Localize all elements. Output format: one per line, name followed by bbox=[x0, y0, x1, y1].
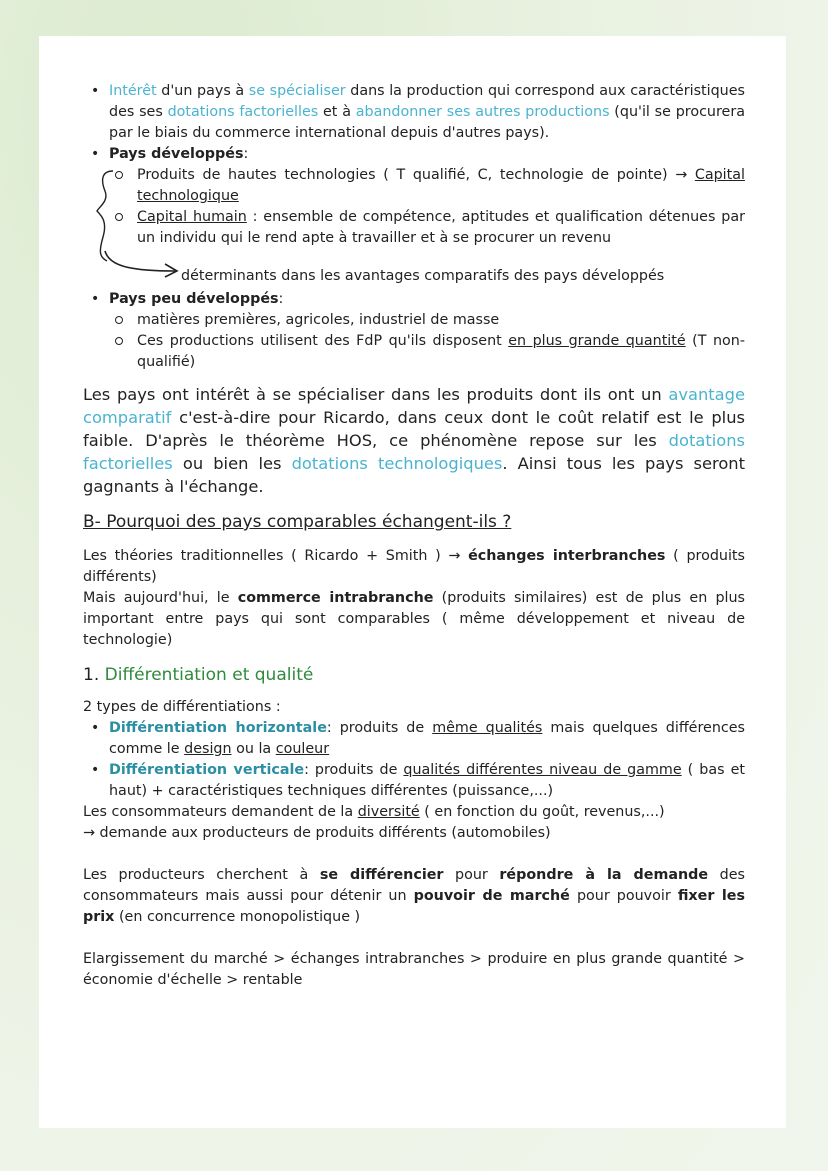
types-intro: 2 types de différentiations : bbox=[83, 699, 281, 715]
text: dans la production qui correspond aux caractéristiques des ses bbox=[109, 83, 745, 120]
paragraph-avantage-comparatif bbox=[83, 383, 745, 498]
curved-arrow-icon bbox=[103, 249, 183, 281]
underline-design: design bbox=[184, 741, 232, 757]
text: : ensemble de compétence, aptitudes et qualification détenues par un individu qui le rend apte à travailler et à se procurer un revenu bbox=[137, 209, 745, 246]
text: ( en fonction du goût, revenus,...) bbox=[419, 804, 665, 820]
underline-capital-humain: Capital humain bbox=[137, 209, 247, 225]
text: Ces productions utilisent des FdP qu'ils disposent bbox=[137, 333, 509, 349]
text: d'un pays à bbox=[156, 83, 249, 99]
hl-dotations: dotations factorielles bbox=[167, 104, 319, 120]
spacer bbox=[83, 373, 745, 383]
text: (produits similaires) est de plus en plus important entre pays qui sont comparables ( même développement et niveau de technologie) bbox=[83, 590, 746, 648]
spacer bbox=[83, 928, 745, 949]
underline-couleur: couleur bbox=[275, 741, 330, 757]
text: ou bien les bbox=[172, 454, 292, 473]
section-1-number: 1. bbox=[83, 665, 105, 685]
bold-se-differencier: se différencier bbox=[319, 867, 444, 883]
underline-diversite: diversité bbox=[357, 804, 420, 820]
section-1-title bbox=[83, 663, 745, 687]
paragraph-intrabranche bbox=[83, 588, 745, 651]
section-1-title-text: Différentiation et qualité bbox=[104, 665, 314, 685]
hl-avantage-comparatif: avantage comparatif bbox=[83, 385, 745, 427]
underline-capital-technologique: Capital technologique bbox=[137, 167, 745, 204]
text: matières premières, agricoles, industriel de masse bbox=[137, 312, 500, 328]
underline-qualites-differentes: qualités différentes niveau de gamme bbox=[403, 762, 682, 778]
text: ou la bbox=[231, 741, 276, 757]
text: Produits de hautes technologies ( T qualifié, C, technologie de pointe) → bbox=[137, 167, 695, 183]
developpes-sublist bbox=[83, 165, 745, 289]
bold-echanges-interbranches: échanges interbranches bbox=[468, 548, 666, 564]
text: : produits de bbox=[304, 762, 404, 778]
text: : produits de bbox=[326, 720, 433, 736]
underline-meme-qualites: même qualités bbox=[432, 720, 543, 736]
text: (qu'il se procurera par le biais du commerce international depuis d'autres pays). bbox=[109, 104, 745, 141]
heading-pays-developpes: Pays développés bbox=[109, 146, 244, 162]
spacer bbox=[83, 687, 745, 697]
text: : bbox=[278, 291, 284, 307]
text: ( bas et haut) + caractéristiques techniques différentes (puissance,...) bbox=[109, 762, 746, 799]
text: des consommateurs mais aussi pour détenir un bbox=[83, 867, 745, 904]
bold-repondre-demande: répondre à la demande bbox=[499, 867, 709, 883]
arrow-note bbox=[83, 249, 745, 289]
bullet-specialisation bbox=[83, 81, 745, 144]
sub-item-matieres bbox=[83, 310, 745, 331]
bold-commerce-intrabranche: commerce intrabranche bbox=[237, 590, 434, 606]
heading-pays-peu-developpes: Pays peu développés bbox=[109, 291, 279, 307]
bold-pouvoir-marche: pouvoir de marché bbox=[413, 888, 570, 904]
sub-item-fdp bbox=[83, 331, 745, 373]
consommateurs-line bbox=[83, 802, 745, 823]
text: : bbox=[243, 146, 249, 162]
text: (T non-qualifié) bbox=[137, 333, 745, 370]
text: Les consommateurs demandent de la bbox=[83, 804, 358, 820]
section-b-title bbox=[83, 510, 745, 534]
label-diff-horizontale: Différentiation horizontale bbox=[109, 720, 327, 736]
text: . Ainsi tous les pays seront gagnants à l'échange. bbox=[83, 454, 745, 496]
text: Les pays ont intérêt à se spécialiser dans les produits dont ils ont un bbox=[83, 385, 669, 404]
bold-fixer-prix: fixer les prix bbox=[83, 888, 745, 925]
hl-dotations-factorielles: dotations factorielles bbox=[83, 431, 745, 473]
text: ( produits différents) bbox=[83, 548, 745, 585]
sub-item-hautes-technologies bbox=[83, 165, 745, 207]
spacer bbox=[83, 534, 745, 546]
demande-line: → demande aux producteurs de produits différents (automobiles) bbox=[83, 825, 551, 841]
spacer bbox=[83, 844, 745, 865]
bullet-pays-peu-developpes bbox=[83, 289, 745, 310]
text: pour pouvoir bbox=[569, 888, 678, 904]
note-content bbox=[83, 81, 745, 991]
text: pour bbox=[443, 867, 500, 883]
underline-plus-grande-quantite: en plus grande quantité bbox=[508, 333, 686, 349]
text: et à bbox=[318, 104, 356, 120]
bullet-pays-developpes bbox=[83, 144, 745, 165]
label-diff-verticale: Différentiation verticale bbox=[109, 762, 305, 778]
sub-item-capital-humain bbox=[83, 207, 745, 249]
spacer bbox=[83, 498, 745, 510]
section-b-title-text: B- Pourquoi des pays comparables échangent-ils ? bbox=[83, 512, 512, 532]
arrow-note-text: déterminants dans les avantages comparatifs des pays développés bbox=[181, 268, 665, 284]
hl-interet: Intérêt bbox=[109, 83, 157, 99]
text: Les théories traditionnelles ( Ricardo + Smith ) → bbox=[83, 548, 469, 564]
hl-specialiser: se spécialiser bbox=[248, 83, 346, 99]
note-page bbox=[39, 36, 786, 1128]
text: c'est-à-dire pour Ricardo, dans ceux dont le coût relatif est le plus faible. D'après le théorème HOS, ce phénomène repose sur les bbox=[83, 408, 745, 450]
paragraph-elargissement: Elargissement du marché > échanges intrabranches > produire en plus grande quantité > économie d'échelle > rentable bbox=[83, 951, 745, 988]
spacer bbox=[83, 651, 745, 663]
hl-dotations-technologiques: dotations technologiques bbox=[291, 454, 503, 473]
text: (en concurrence monopolistique ) bbox=[114, 909, 361, 925]
paragraph-producteurs bbox=[83, 865, 745, 928]
hl-abandonner: abandonner ses autres productions bbox=[355, 104, 610, 120]
text: Mais aujourd'hui, le bbox=[83, 590, 238, 606]
text: Les producteurs cherchent à bbox=[83, 867, 320, 883]
bullet-diff-horizontale bbox=[83, 718, 745, 760]
paragraph-theories bbox=[83, 546, 745, 588]
bullet-diff-verticale bbox=[83, 760, 745, 802]
text: mais quelques différences comme le bbox=[109, 720, 746, 757]
